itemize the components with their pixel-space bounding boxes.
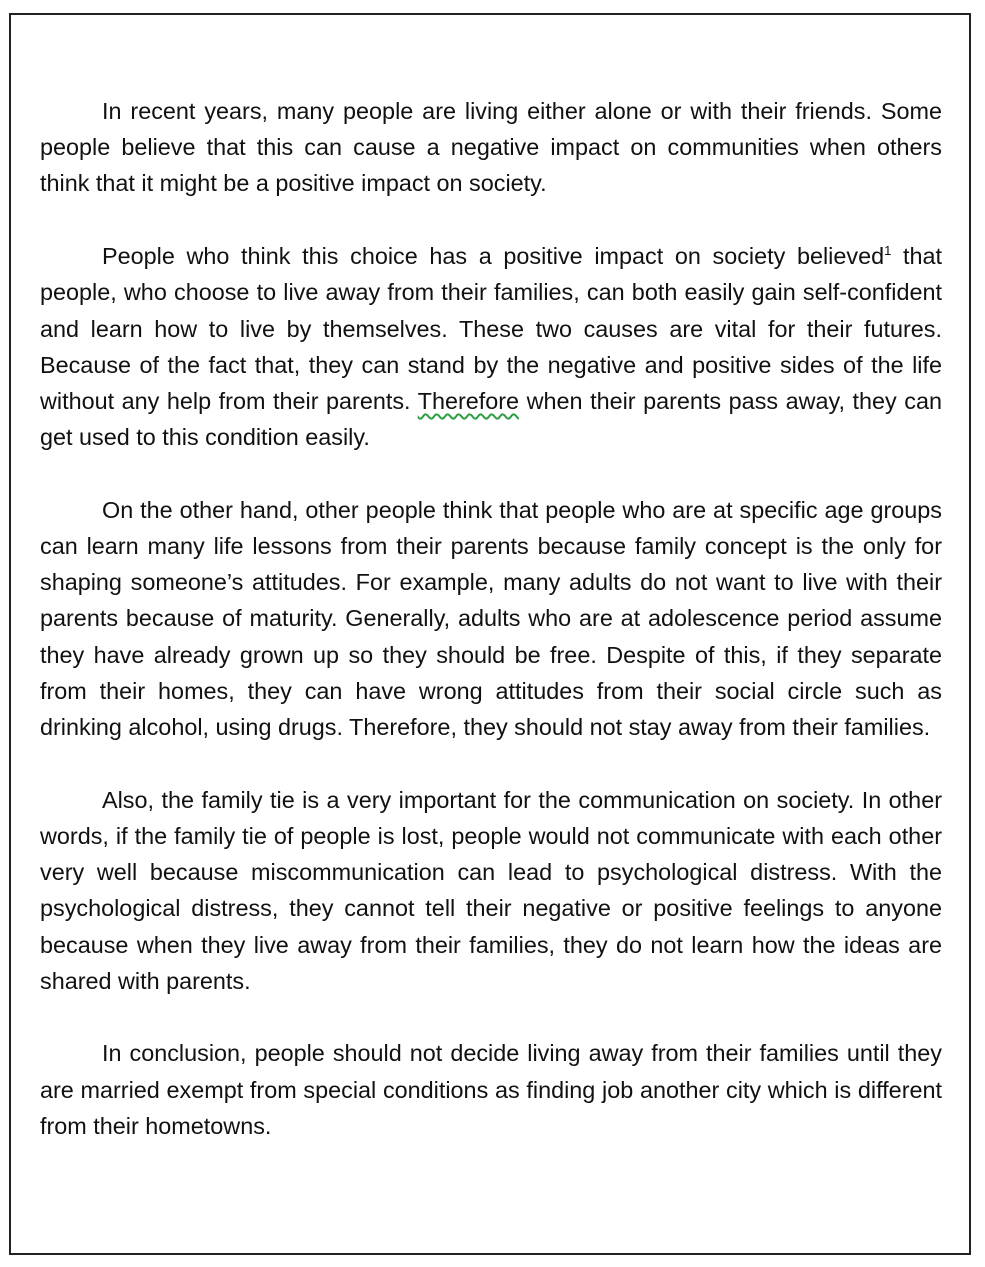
paragraph-positive-view-text-start: People who think this choice has a positive impact on society believed (102, 243, 885, 270)
paragraph-introduction: In recent years, many people are living either alone or with their friends. Some people believe that this can cause a negative impact on communities when others think that it might be a positive impact on society. (40, 98, 942, 197)
footnote-marker[interactable]: 1 (884, 243, 892, 259)
paragraph-family-tie: Also, the family tie is a very important for the communication on society. In other words, if the family tie of people is lost, people would not communicate with each other very well because miscommunication can lead to psychological distress. With the psychological distress, they cannot tell their negative or positive feelings to anyone because when they live away from their families, they do not learn how the ideas are shared with parents. (40, 786, 942, 994)
grammar-flagged-word[interactable]: Therefore (417, 387, 520, 414)
essay-body (40, 93, 942, 1144)
paragraph-conclusion: In conclusion, people should not decide living away from their families until they are married exempt from special conditions as finding job another city which is different from their hometowns. (40, 1040, 942, 1139)
document-page (9, 13, 971, 1255)
paragraph-positive-view-text-end: when their parents pass away, they can get used to this condition easily. (40, 387, 942, 451)
paragraph-negative-view: On the other hand, other people think that people who are at specific age groups can learn many life lessons from their parents because family concept is the only for shaping someone’s attitudes. For example, many adults do not want to live with their parents because of maturity. Generally, adults who are at adolescence period assume they have already grown up so they should be free. Despite of this, if they separate from their homes, they can have wrong attitudes from their social circle such as drinking alcohol, using drugs. Therefore, they should not stay away from their families. (40, 496, 942, 741)
paragraph-positive-view-text-middle: that people, who choose to live away from their families, can both easily gain self-confident and learn how to live by themselves. These two causes are vital for their futures. Because of the fact that, they can stand by the negative and positive sides of the life without any help from their parents. (40, 243, 943, 414)
paragraph-positive-view (40, 238, 942, 455)
